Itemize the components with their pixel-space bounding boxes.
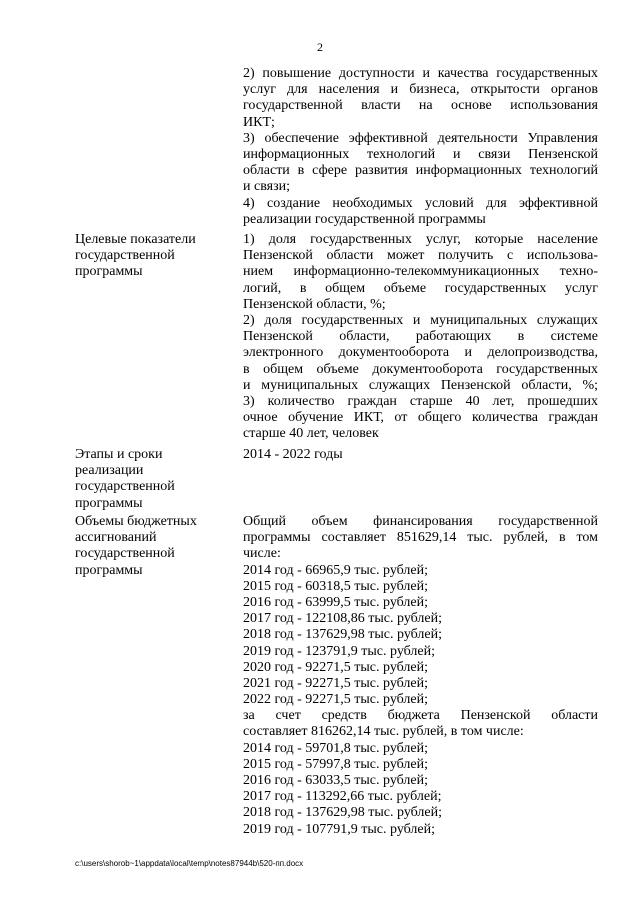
label-line: программы [75,495,143,511]
text-line: 2020 год - 92271,5 тыс. рублей; [243,659,429,675]
indicators-label [75,232,225,281]
label-line: государственной [75,479,175,495]
label-line: программы [75,264,143,280]
text-line: 2016 год - 63999,5 тыс. рублей; [243,594,429,610]
text-line: информационных технологий и связи Пензенской [243,146,598,162]
text-line: нием информационно-телекоммуникационных техно- [243,264,598,280]
label-line: реализации [75,463,144,479]
text-line: и связи; [243,179,290,195]
text-line: очное обучение ИКТ, от общего количества граждан [243,410,598,426]
text-line: Пензенской области, работающих в системе [243,329,598,345]
label-line: государственной [75,248,175,264]
text-line: 2018 год - 137629,98 тыс. рублей; [243,627,443,643]
label-line: Целевые показатели [75,232,196,247]
text-line: 2015 год - 60318,5 тыс. рублей; [243,578,429,594]
label-line: ассигнований [75,530,157,546]
text-line: области в сфере развития информационных технологий [243,163,598,179]
text-line: Пензенской области, %; [243,296,386,312]
text-line: государственной власти на основе использования [243,98,598,114]
text-line: 2017 год - 113292,66 тыс. рублей; [243,789,442,805]
text-line: 2014 год - 59701,8 тыс. рублей; [243,740,429,756]
label-line: программы [75,562,143,578]
page-number: 2 [317,40,323,54]
budget-label [75,514,225,579]
indicators-text [243,232,598,442]
label-line: Объемы бюджетных [75,514,197,529]
label-line: Этапы и сроки [75,447,163,462]
text-line: ИКТ; [243,114,275,130]
text-line: Пензенской области может получить с использова- [243,248,598,264]
text-line: 2014 год - 66965,9 тыс. рублей; [243,562,429,578]
tasks-text [243,66,598,228]
text-line: реализации государственной программы [243,211,486,227]
text-line: 2) повышение доступности и качества государственных [243,66,598,81]
text-line: Общий объем финансирования государственной [243,514,598,529]
stages-label [75,447,225,512]
text-line: 2015 год - 57997,8 тыс. рублей; [243,756,429,772]
text-line: 3) обеспечение эффективной деятельности Управления [243,130,598,146]
text-line: 2019 год - 107791,9 тыс. рублей; [243,821,436,837]
text-line: 2021 год - 92271,5 тыс. рублей; [243,675,429,691]
text-line: 2019 год - 123791,9 тыс. рублей; [243,643,436,659]
text-line: числе: [243,546,281,562]
text-line: 2018 год - 137629,98 тыс. рублей; [243,805,443,821]
text-line: 2016 год - 63033,5 тыс. рублей; [243,773,429,788]
text-line: составляет 816262,14 тыс. рублей, в том числе: [243,724,524,740]
text-line: 2) доля государственных и муниципальных служащих [243,312,598,328]
text-line: 3) количество граждан старше 40 лет, прошедших [243,393,598,409]
text-line: 2017 год - 122108,86 тыс. рублей; [243,611,443,627]
text-line: старше 40 лет, человек [243,426,379,442]
label-line: государственной [75,546,175,562]
text-line: 1) доля государственных услуг, которые население [243,232,598,247]
text-line: программы составляет 851629,14 тыс. рублей, в том [243,530,598,546]
file-path-footer: c:\users\shorob~1\appdata\local\temp\notes87944b\520-пп.docx [75,859,304,868]
text-line: за счет средств бюджета Пензенской области [243,708,598,724]
stages-value: 2014 - 2022 годы [243,447,343,462]
text-line: и муниципальных служащих Пензенской области, %; [243,377,598,393]
text-line: электронного документооборота и делопроизводства, [243,345,598,361]
budget-text [243,514,598,838]
text-line: 2022 год - 92271,5 тыс. рублей; [243,692,429,708]
text-line: 4) создание необходимых условий для эффективной [243,195,598,211]
text-line: услуг для населения и бизнеса, открытости органов [243,82,598,98]
text-line: логий, в общем объеме государственных услуг [243,280,598,296]
stages-text [243,447,598,463]
text-line: в общем объеме документооборота государственных [243,361,598,377]
